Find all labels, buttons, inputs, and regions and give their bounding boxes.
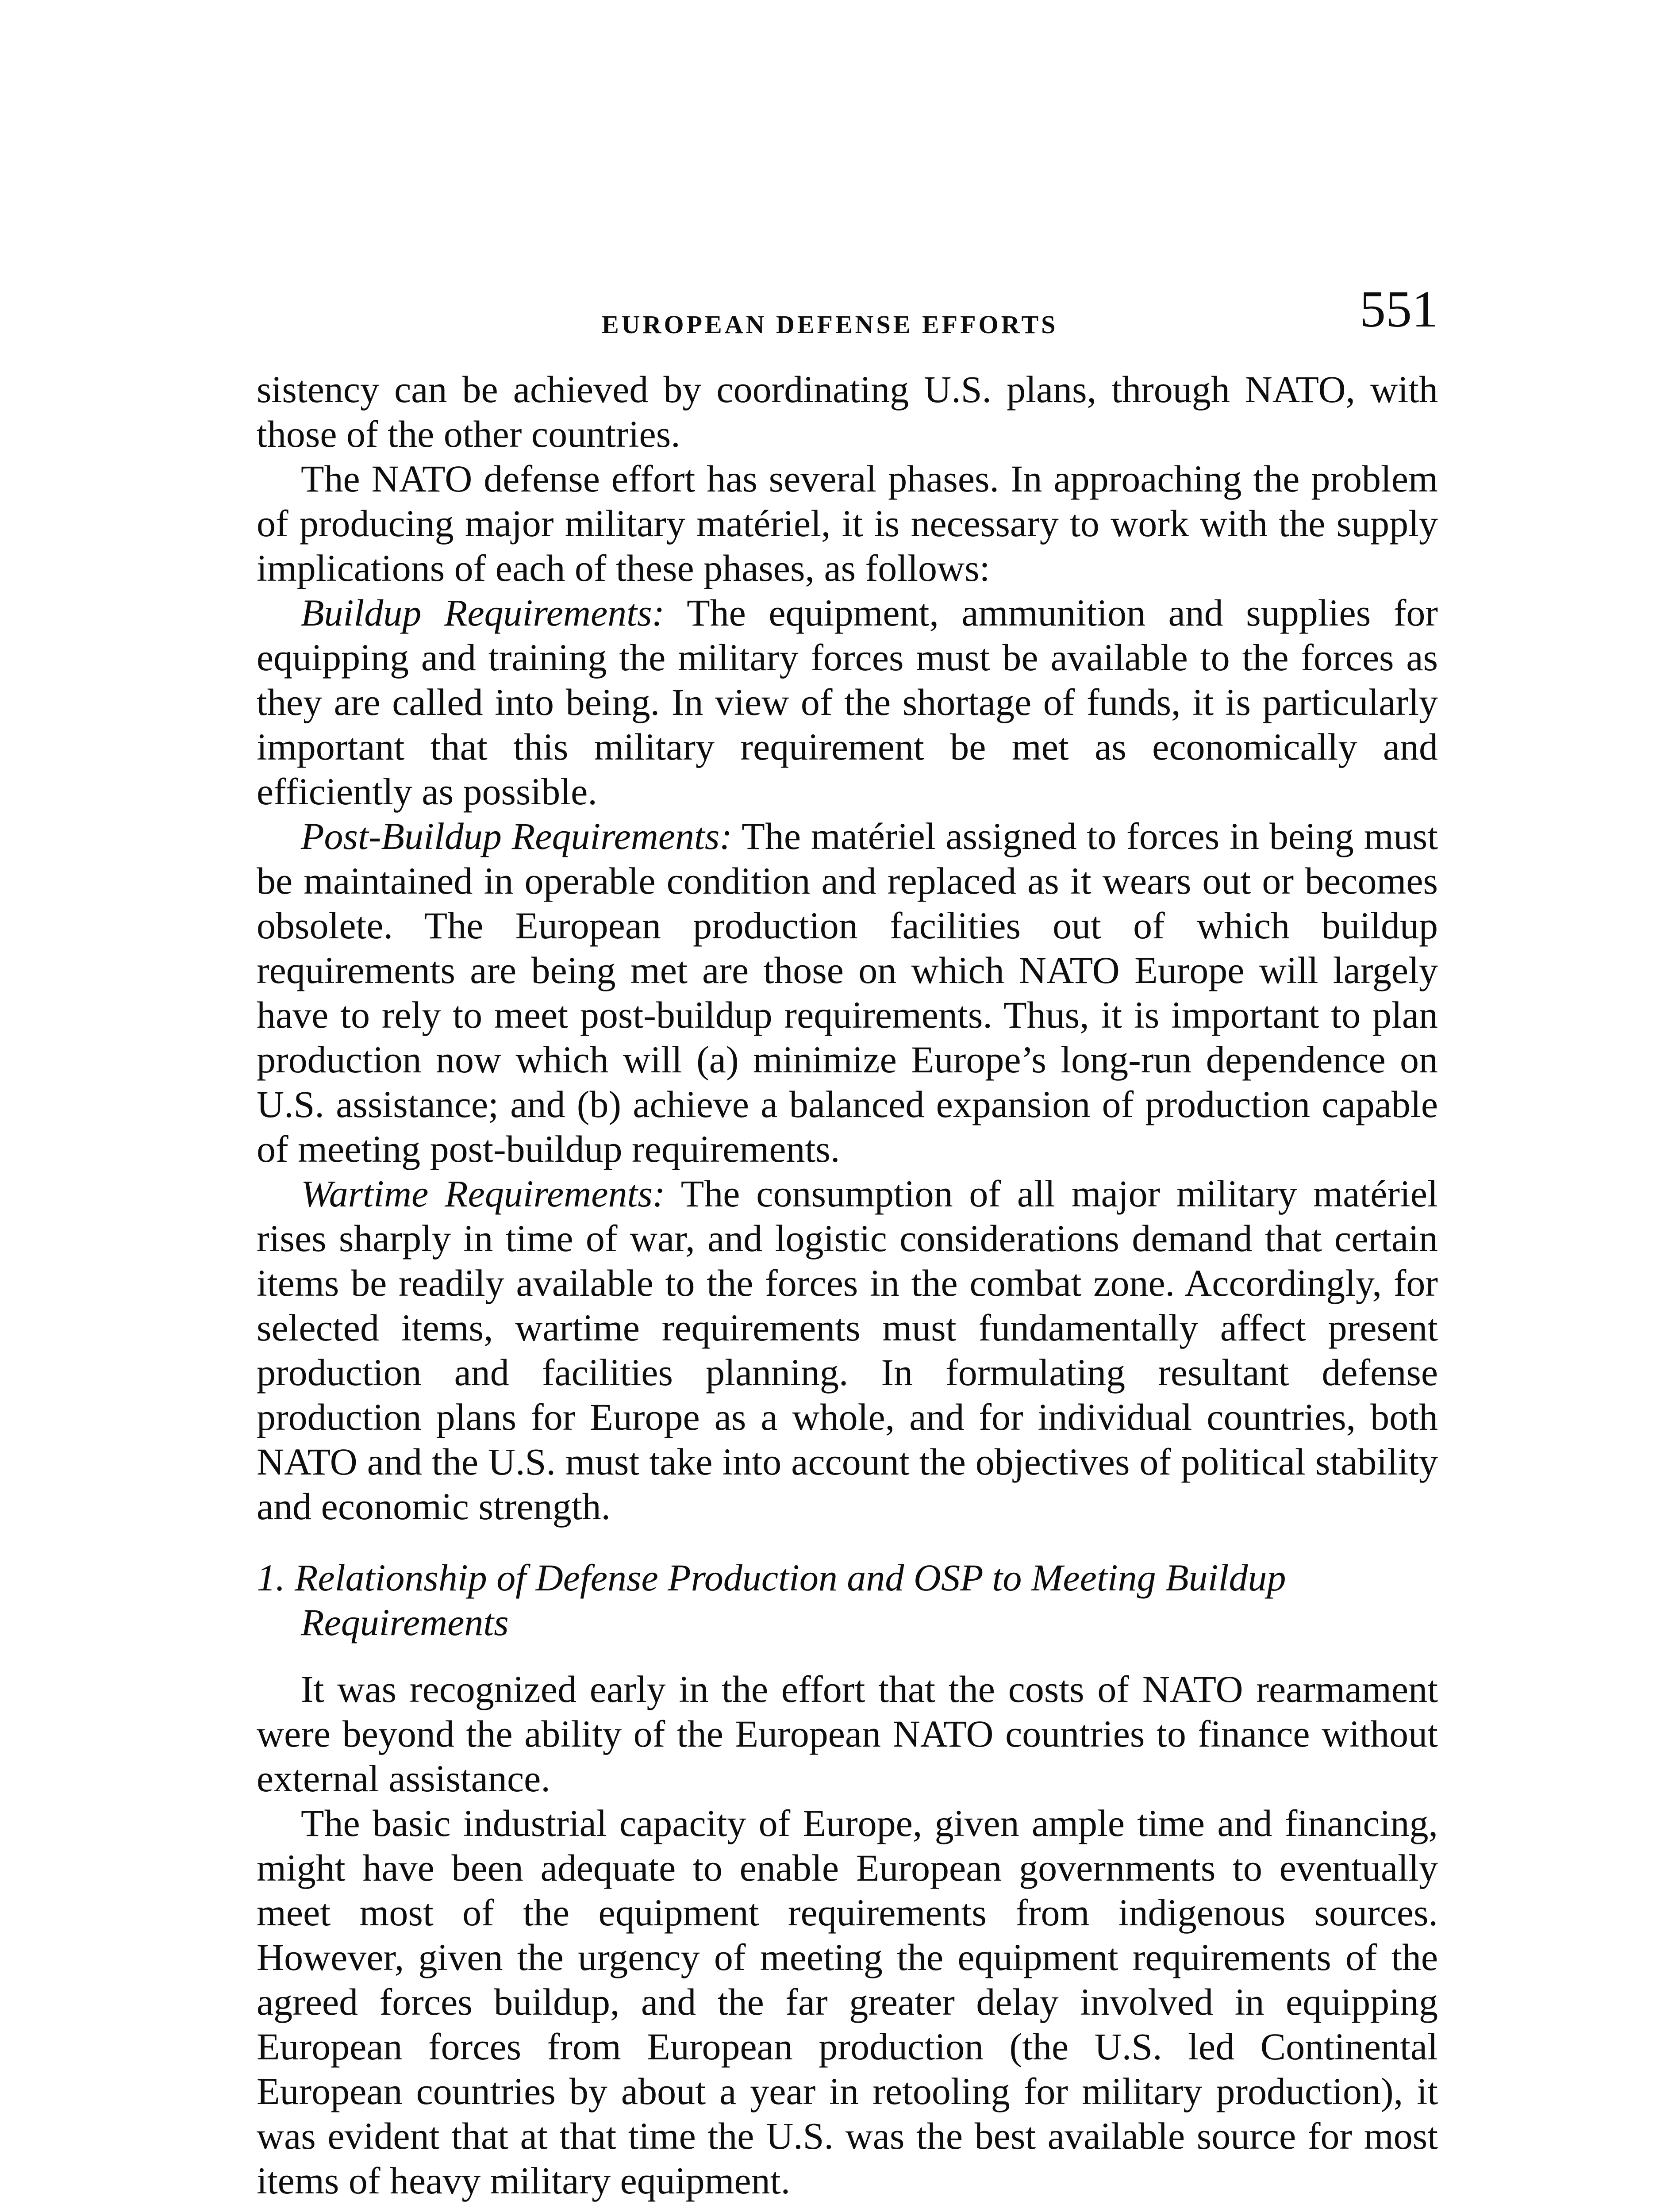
term-label: Post-Buildup Requirements: [301,815,733,857]
page-number: 551 [1360,280,1438,338]
term-label: Wartime Requirements: [301,1172,665,1215]
section-heading [257,1555,1438,1645]
page-header [257,280,1438,354]
paragraph-text: The consumption of all major military matériel rises sharply in time of war, and logistic considerations demand that certain items be readily available to the forces in the combat zone. Accordingly, for selected items, wartime requirements must fundamentally affect present production and facilities planning. In formulating resultant defense production plans for Europe as a whole, and for individual countries, both NATO and the U.S. must take into account the objectives of political stability and economic strength. [257,1172,1438,1528]
paragraph: It was recognized early in the effort that the costs of NATO rearmament were beyond the ability of the European NATO countries to finance without external assistance. [257,1668,1438,1800]
paragraph-post-buildup-requirements [257,814,1438,1171]
running-title: EUROPEAN DEFENSE EFFORTS [602,310,1058,339]
paragraph: sistency can be achieved by coordinating U.S. plans, through NATO, with those of the other countries. [257,368,1438,455]
section-number: 1. [257,1556,285,1599]
paragraph: The basic industrial capacity of Europe, given ample time and financing, might have been adequate to enable European governments to eventually meet most of the equipment requirements from indigenous sources. However, given the urgency of meeting the equipment requirements of the agreed forces buildup, and the far greater delay involved in equipping European forces from European production (the U.S. led Continental European countries by about a year in retooling for military production), it was evident that at that time the U.S. was the best available source for most items of heavy military equipment. [257,1802,1438,2202]
paragraph-buildup-requirements [257,591,1438,814]
section-title: Relationship of Defense Production and OSP to Meeting Buildup Requirements [295,1556,1286,1644]
paragraph: The NATO defense effort has several phases. In approaching the problem of producing major military matériel, it is necessary to work with the supply implications of each of these phases, as follows: [257,457,1438,589]
paragraph-text: The matériel assigned to forces in being must be maintained in operable condition and replaced as it wears out or becomes obsolete. The European production facilities out of which buildup requirements are being met are those on which NATO Europe will largely have to rely to meet post-buildup requirements. Thus, it is important to plan production now which will (a) minimize Europe’s long-run dependence on U.S. assistance; and (b) achieve a balanced expansion of production capable of meeting post-buildup requirements. [257,815,1438,1170]
body-text [257,367,1438,2203]
paragraph-wartime-requirements [257,1171,1438,1529]
paragraph-text: The equipment, ammunition and supplies for equipping and training the military forces must be available to the forces as they are called into being. In view of the shortage of funds, it is particularly important that this military requirement be met as economically and efficiently as possible. [257,591,1438,813]
term-label: Buildup Requirements: [301,591,665,634]
